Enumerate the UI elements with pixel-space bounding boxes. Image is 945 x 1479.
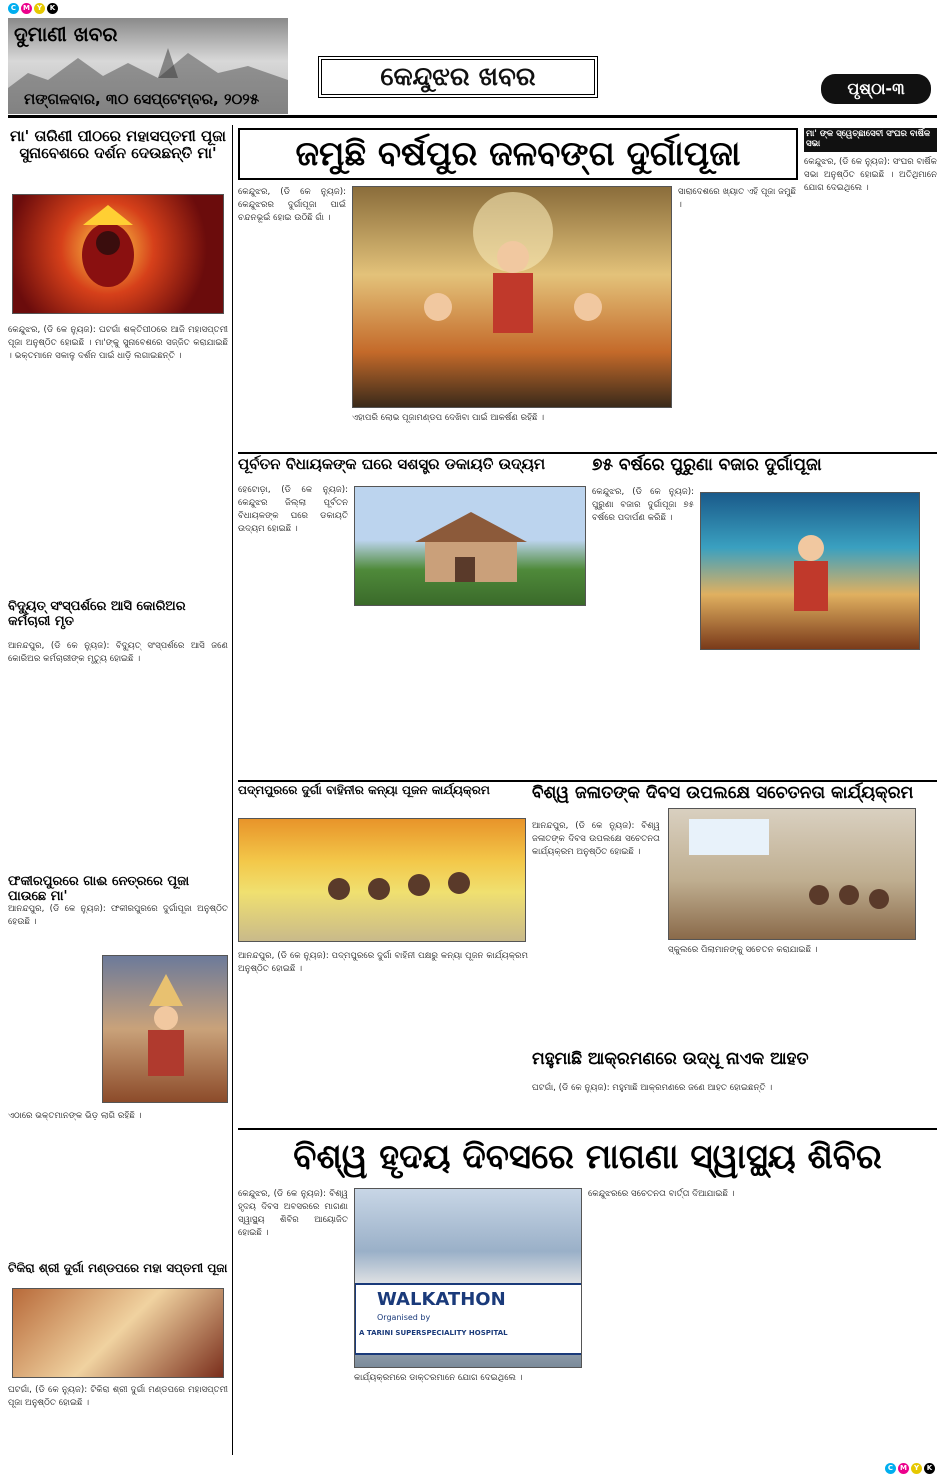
fakirpur-body-continued: ଏଠାରେ ଭକ୍ତମାନଙ୍କ ଭିଡ଼ ଲାଗି ରହିଛି । <box>8 1111 142 1121</box>
story-bazaar <box>592 456 937 778</box>
story-body: ଆନନ୍ଦପୁର, (ଡି କେ ନ୍ୟୁଜ): ପଦ୍ମପୁରରେ ଦୁର୍ଗା ବାହିନୀ ପକ୍ଷରୁ କନ୍ୟା ପୂଜନ କାର୍ଯ୍ୟକ୍ରମ ଅନୁଷ୍ଠିତ ହୋଇଛି । <box>238 951 528 974</box>
durga-idol-icon <box>353 187 672 408</box>
story-body: ଆନନ୍ଦପୁର, (ଡି କେ ନ୍ୟୁଜ): ବିଶ୍ୱ ଜଳାତଙ୍କ ଦିବସ ଉପଲକ୍ଷେ ସଚେତନତା କାର୍ଯ୍ୟକ୍ରମ ଅନୁଷ୍ଠିତ ହୋଇଛି । <box>532 821 660 857</box>
story-hriday <box>238 1132 937 1454</box>
story-headline: ମା' ତାରିଣୀ ପୀଠରେ ମହାସପ୍ତମୀ ପୂଜା ସୁନାବେଶରେ ଦର୍ଶନ ଦେଉଛନ୍ତି ମା' <box>10 127 226 163</box>
tikira-idol-photo <box>12 1288 224 1378</box>
fakirpur-idol-photo <box>102 955 228 1103</box>
story-body: ଘଟଗାଁ, (ଡି କେ ନ୍ୟୁଜ): ଟିକିରା ଶ୍ରୀ ଦୁର୍ଗା ମଣ୍ଡପରେ ମହାସପ୍ତମୀ ପୂଜା ଅନୁଷ୍ଠିତ ହୋଇଛି । <box>8 1385 228 1408</box>
story-body: ହେଟୋଡ଼ା, (ଡି କେ ନ୍ୟୁଜ): କେନ୍ଦୁଝର ଜିଲ୍ଲା ପୂର୍ବତନ ବିଧାୟକଙ୍କ ଘରେ ଡକାୟତି ଉଦ୍ୟମ ହୋଇଛି । <box>238 485 348 534</box>
story-jana-sabha <box>804 128 937 450</box>
story-body-right: କେନ୍ଦୁଝରରେ ସଚେତନତା ବାର୍ତ୍ତା ଦିଆଯାଇଛି । <box>588 1189 735 1199</box>
registration-marks-bottom <box>885 1463 935 1474</box>
walkathon-banner-org: A TARINI SUPERSPECIALITY HOSPITAL <box>359 1329 508 1337</box>
goddess-figure-icon <box>13 195 224 314</box>
story-body-continued: କାର୍ଯ୍ୟକ୍ରମରେ ଡାକ୍ତରମାନେ ଯୋଗ ଦେଇଥିଲେ । <box>354 1373 523 1383</box>
story-headline: ବିଦ୍ୟୁତ୍ ସଂସ୍ପର୍ଶରେ ଆସି କୋରିଅର କର୍ମଚାରୀ ମୃତ <box>8 599 186 629</box>
magenta-mark: M <box>21 3 32 14</box>
event-people-icon <box>239 819 526 942</box>
story-varshapur <box>238 128 798 450</box>
page-number: ପୃଷ୍ଠା-୩ <box>821 74 931 104</box>
story-tikira <box>8 1262 228 1452</box>
padmapur-event-photo <box>238 818 526 942</box>
section-title: କେନ୍ଦୁଝର ଖବର <box>318 56 598 98</box>
walkathon-banner-sub: Organised by <box>377 1313 431 1322</box>
story-body: କେନ୍ଦୁଝର, (ଡି କେ ନ୍ୟୁଜ): ପୁରୁଣା ବଜାର ଦୁର୍ଗାପୂଜା ୭୫ ବର୍ଷରେ ପଦାର୍ପଣ କରିଛି । <box>592 487 694 523</box>
story-headline: ମହୁମାଛି ଆକ୍ରମଣରେ ଉଦ୍ଧୂ ନାଏକ ଆହତ <box>532 1049 809 1069</box>
story-headline: ବିଶ୍ୱ ଜଳାତଙ୍କ ଦିବସ ଉପଲକ୍ଷେ ସଚେତନତା କାର୍ଯ୍ୟକ୍ରମ <box>532 783 914 803</box>
walkathon-banner-graphic <box>355 1189 582 1368</box>
story-padmapur <box>238 784 528 1104</box>
story-mahumachhi <box>532 1050 937 1126</box>
section-divider <box>238 1128 937 1130</box>
story-headline: ମା' ଙ୍କ ସ୍ୱେଚ୍ଛାସେବୀ ସଂଘର ବାର୍ଷିକ ସଭା <box>804 128 937 152</box>
section-divider <box>238 780 937 782</box>
yellow-mark: Y <box>911 1463 922 1474</box>
classroom-icon <box>669 809 916 940</box>
story-headline: ପୂର୍ବତନ ବିଧାୟକଙ୍କ ଘରେ ସଶସ୍ତ୍ର ଡକାୟତି ଉଦ୍ୟମ <box>238 455 546 473</box>
house-icon <box>355 487 586 606</box>
story-body: ଆନନ୍ଦପୁର, (ଡି କେ ନ୍ୟୁଜ): ବିଦ୍ୟୁତ୍ ସଂସ୍ପର୍ଶରେ ଆସି ଜଣେ କୋରିଅର କର୍ମଚାରୀଙ୍କ ମୃତ୍ୟୁ ହୋଇଛି । <box>8 641 228 664</box>
story-headline: ଜମୁଛି ବର୍ଷପୁର ଜଳବଙ୍ଗ ଦୁର୍ଗାପୂଜା <box>238 128 798 180</box>
cyan-mark: C <box>885 1463 896 1474</box>
durga-idol-icon <box>701 493 920 650</box>
photo-caption: ଏହାପରି ଲୋଭ ପୂଜାମଣ୍ଡପ ଦେଖିବା ପାଇଁ ଆକର୍ଷଣ ରହିଛି । <box>352 413 545 423</box>
black-mark: K <box>47 3 58 14</box>
story-body: କେନ୍ଦୁଝର, (ଡି କେ ନ୍ୟୁଜ): ସଂଘର ବାର୍ଷିକ ସଭା ଅନୁଷ୍ଠିତ ହୋଇଛି । ଅତିଥିମାନେ ଯୋଗ ଦେଇଥିଲେ । <box>804 157 937 193</box>
story-body-continued: ସ୍କୁଲରେ ପିଲାମାନଙ୍କୁ ସଚେତନ କରାଯାଇଛି । <box>668 945 818 955</box>
tarini-goddess-photo <box>12 194 224 314</box>
story-body: କେନ୍ଦୁଝର, (ଡି କେ ନ୍ୟୁଜ): ବିଶ୍ୱ ହୃଦୟ ଦିବସ ଅବସରରେ ମାଗଣା ସ୍ୱାସ୍ଥ୍ୟ ଶିବିର ଆୟୋଜିତ ହୋଇଛି । <box>238 1189 348 1238</box>
story-tarini <box>8 128 228 598</box>
masthead <box>8 18 937 118</box>
black-mark: K <box>924 1463 935 1474</box>
story-headline: ୭୫ ବର୍ଷରେ ପୁରୁଣା ବଜାର ଦୁର୍ଗାପୂଜା <box>592 455 822 475</box>
story-headline: ଫକୀରପୁରରେ ଗାଈ ନେତ୍ରରେ ପୂଜା ପାଉଛେ ମା' <box>8 874 190 904</box>
story-jalataka <box>532 784 937 1046</box>
cyan-mark: C <box>8 3 19 14</box>
section-divider <box>238 452 937 454</box>
registration-marks-top <box>8 3 58 14</box>
issue-date: ମଙ୍ଗଳବାର, ୩୦ ସେପ୍ଟେମ୍ବର, ୨୦୨୫ <box>24 90 260 108</box>
durga-idol-icon <box>103 956 228 1103</box>
story-headline: ଟିକିରା ଶ୍ରୀ ଦୁର୍ଗା ମଣ୍ଡପରେ ମହା ସପ୍ତମୀ ପୂଜା <box>8 1261 228 1275</box>
story-body-left: କେନ୍ଦୁଝର, (ଡି କେ ନ୍ୟୁଜ): କେନ୍ଦୁଝରର ଦୁର୍ଗାପୂଜା ପାଇଁ ଚନ୍ଦନଭୂଇଁ ହୋଇ ଉଠିଛି ଗାଁ । <box>238 187 346 223</box>
walkathon-banner-title: WALKATHON <box>377 1289 506 1310</box>
story-body: କେନ୍ଦୁଝର, (ଡି କେ ନ୍ୟୁଜ): ଘଟଗାଁ ଶକ୍ତିପୀଠରେ ଆଜି ମହାସପ୍ତମୀ ପୂଜା ଅନୁଷ୍ଠିତ ହୋଇଛି । ମା'ଙ୍କୁ ସୁନାବେଶରେ ସଜ୍ଜିତ କରାଯାଇଛି । ଭକ୍ତମାନେ ସକାଳୁ ଦର୍ଶନ ପାଇଁ ଧାଡ଼ି ଲଗାଇଛନ୍ତି । <box>8 325 228 361</box>
story-body: ଆନନ୍ଦପୁର, (ଡି କେ ନ୍ୟୁଜ): ଫକୀରପୁରରେ ଦୁର୍ଗାପୂଜା ଅନୁଷ୍ଠିତ ହେଉଛି । <box>8 904 228 927</box>
story-electric <box>8 600 228 870</box>
masthead-banner <box>8 18 288 114</box>
story-headline: ବିଶ୍ୱ ହୃଦୟ ଦିବସରେ ମାଗଣା ସ୍ୱାସ୍ଥ୍ୟ ଶିବିର <box>293 1137 882 1177</box>
varshapur-pandal-photo <box>352 186 672 408</box>
bazaar-pandal-photo <box>700 492 920 650</box>
brand-name: ଦୁମାଣୀ ଖବର <box>14 22 118 46</box>
house-photo <box>354 486 586 606</box>
awareness-classroom-photo <box>668 808 916 940</box>
story-headline: ପଦ୍ମପୁରରେ ଦୁର୍ଗା ବାହିନୀର କନ୍ୟା ପୂଜନ କାର୍ଯ୍ୟକ୍ରମ <box>238 783 490 797</box>
column-rule <box>232 125 233 1455</box>
story-body: ଘଟଗାଁ, (ଡି କେ ନ୍ୟୁଜ): ମହୁମାଛି ଆକ୍ରମଣରେ ଜଣେ ଆହତ ହୋଇଛନ୍ତି । <box>532 1083 773 1093</box>
yellow-mark: Y <box>34 3 45 14</box>
story-body-right: ସାରାଦେଶରେ ଖ୍ୟାତ ଏହି ପୂଜା ଜମୁଛି । <box>678 187 796 210</box>
walkathon-photo <box>354 1188 582 1368</box>
magenta-mark: M <box>898 1463 909 1474</box>
story-vidhayak <box>238 456 588 778</box>
